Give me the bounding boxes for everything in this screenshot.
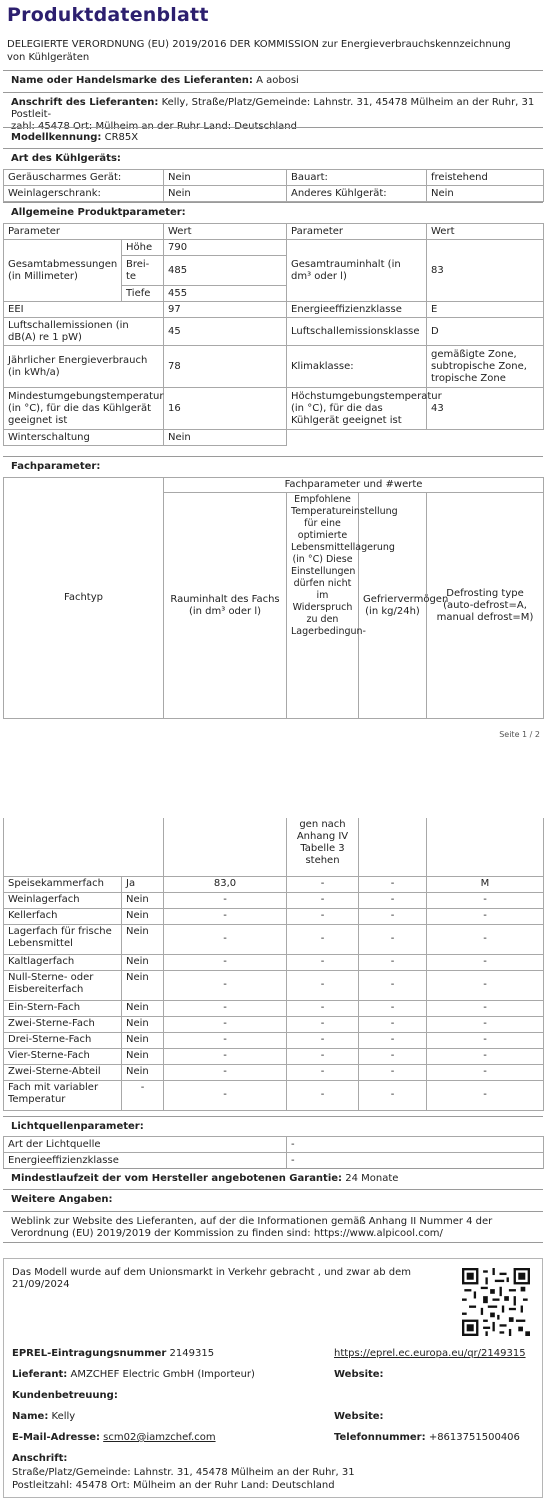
- type-heading-row: [3, 148, 543, 168]
- volume-value: 83: [427, 240, 544, 302]
- type-cell: freistehend: [427, 170, 544, 186]
- compartment-freeze: -: [359, 1000, 427, 1016]
- param-cell: Luftschallemissionen (in dB(A) re 1 pW): [4, 318, 164, 346]
- param-cell: Klimaklasse:: [287, 346, 427, 388]
- compartment-type: Null-Sterne- oder Eisbereiterfach: [4, 970, 122, 1000]
- compartment-row: [4, 1080, 544, 1110]
- compartment-temp: -: [287, 954, 359, 970]
- type-cell: Weinlagerschrank:: [4, 186, 164, 202]
- compartment-temp: -: [287, 924, 359, 954]
- compartment-freeze: -: [359, 1032, 427, 1048]
- address-value-2: zahl: 45478 Ort: Mülheim an der Ruhr Land: Deutschland: [11, 121, 297, 132]
- page-number: Seite 1 / 2: [499, 730, 540, 739]
- compartment-type: Weinlagerfach: [4, 892, 122, 908]
- page-title: Produktdatenblatt: [7, 4, 209, 26]
- compartment-defrost: -: [427, 1016, 544, 1032]
- further-row: [3, 1211, 543, 1243]
- param-cell: Mindestumgebungstemperatur (in °C), für die das Kühlgerät geeignet ist: [4, 388, 164, 430]
- compartment-defrost: -: [427, 1080, 544, 1110]
- col-defrost: Defrosting type (auto-defrost=A, manual defrost=M): [427, 493, 544, 719]
- dims-label: Gesamtabmessungen (in Millimeter): [4, 240, 122, 302]
- param-cell: Höchstumgebungstemperatur (in °C), für die das Kühlgerät geeignet ist: [287, 388, 427, 430]
- compartment-temp: -: [287, 908, 359, 924]
- regulation-intro: DELEGIERTE VERORDNUNG (EU) 2019/2016 DER KOMMISSION zur Energieverbrauchskennzeichnung von Kühlgeräten: [7, 39, 511, 63]
- compartment-type: Speisekammerfach: [4, 876, 122, 892]
- param-cell: Luftschallemissionsklasse: [287, 318, 427, 346]
- email-link[interactable]: scm02@iamzchef.com: [103, 1432, 216, 1443]
- value-cell: 97: [164, 302, 287, 318]
- value-cell: D: [427, 318, 544, 346]
- compartment-type: Vier-Sterne-Fach: [4, 1048, 122, 1064]
- param-cell: Jährlicher Energieverbrauch (in kWh/a): [4, 346, 164, 388]
- supplier-label: Name oder Handelsmarke des Lieferanten:: [11, 75, 253, 86]
- compartment-freeze: -: [359, 924, 427, 954]
- col-value-header: Wert: [427, 224, 544, 240]
- type-cell: Nein: [427, 186, 544, 202]
- compartment-row: [4, 876, 544, 892]
- compartment-row: [4, 892, 544, 908]
- compartment-temp: -: [287, 876, 359, 892]
- further-heading: Weitere Angaben:: [11, 1194, 113, 1205]
- fach-group-header: Fachparameter und #werte: [164, 478, 544, 493]
- type-cell: Anderes Kühlgerät:: [287, 186, 427, 202]
- eprel-label: EPREL-Eintragungsnummer: [12, 1348, 167, 1359]
- supplier-row: [3, 70, 543, 90]
- compartment-present: Nein: [122, 1000, 164, 1016]
- type-table: [3, 169, 544, 202]
- supplier2-row: [8, 1368, 318, 1382]
- phone-row: [330, 1431, 540, 1445]
- type-row: [4, 186, 544, 202]
- compartment-temp: -: [287, 1016, 359, 1032]
- col-temp-cont: gen nach Anhang IV Tabelle 3 stehen: [287, 818, 359, 876]
- col-fachtyp: Fachtyp: [4, 478, 164, 719]
- compartment-row: [4, 1032, 544, 1048]
- fach-table: [3, 818, 544, 1111]
- dim-label: Brei-te: [122, 256, 164, 286]
- light-value: -: [287, 1153, 544, 1169]
- type-row: [4, 170, 544, 186]
- compartment-volume: -: [164, 1048, 287, 1064]
- compartment-row: [4, 970, 544, 1000]
- light-param: Art der Lichtquelle: [4, 1137, 287, 1153]
- warranty-value: 24 Monate: [345, 1173, 399, 1184]
- dim-value: 790: [164, 240, 287, 256]
- supplier2-website-label: Website:: [334, 1369, 384, 1380]
- param-cell: Energieeffizienzklasse: [287, 302, 427, 318]
- further-url[interactable]: https://www.alpicool.com/: [313, 1228, 443, 1239]
- compartment-volume: -: [164, 1016, 287, 1032]
- compartment-defrost: -: [427, 970, 544, 1000]
- address-value-1: Kelly, Straße/Platz/Gemeinde: Lahnstr. 31, 45478 Mülheim an der Ruhr, 31 Postleit-: [11, 97, 535, 120]
- market-text: Das Modell wurde auf dem Unionsmarkt in Verkehr gebracht , und zwar ab dem 21/09/2024: [12, 1267, 412, 1290]
- compartment-present: Nein: [122, 1048, 164, 1064]
- compartment-temp: -: [287, 892, 359, 908]
- model-value: CR85X: [104, 132, 139, 143]
- fach-heading: Fachparameter:: [11, 461, 101, 472]
- compartment-volume: -: [164, 908, 287, 924]
- compartment-temp: -: [287, 1064, 359, 1080]
- value-cell: 78: [164, 346, 287, 388]
- compartment-type: Fach mit variabler Temperatur: [4, 1080, 122, 1110]
- light-heading: Lichtquellenparameter:: [11, 1121, 144, 1132]
- compartment-freeze: -: [359, 1016, 427, 1032]
- further-heading-row: [3, 1189, 543, 1211]
- winter-label: Winterschaltung: [4, 430, 164, 446]
- compartment-row: [4, 1016, 544, 1032]
- compartment-temp: -: [287, 1080, 359, 1110]
- compartment-volume: -: [164, 970, 287, 1000]
- compartment-freeze: -: [359, 1064, 427, 1080]
- compartment-freeze: -: [359, 1048, 427, 1064]
- general-heading: Allgemeine Produktparameter:: [11, 207, 186, 218]
- phone-value: +8613751500406: [428, 1432, 520, 1443]
- compartment-temp: -: [287, 1032, 359, 1048]
- dim-label: Höhe: [122, 240, 164, 256]
- compartment-freeze: -: [359, 908, 427, 924]
- compartment-volume: -: [164, 1032, 287, 1048]
- compartment-present: Nein: [122, 1032, 164, 1048]
- compartment-temp: -: [287, 970, 359, 1000]
- compartment-present: -: [122, 1080, 164, 1110]
- value-cell: gemäßigte Zone, subtropische Zone, tropische Zone: [427, 346, 544, 388]
- type-cell: Nein: [164, 186, 287, 202]
- compartment-volume: -: [164, 892, 287, 908]
- col-freeze: Gefriervermögen (in kg/24h): [359, 493, 427, 719]
- compartment-defrost: -: [427, 1048, 544, 1064]
- dim-value: 455: [164, 286, 287, 302]
- compartment-present: Nein: [122, 954, 164, 970]
- compartment-volume: -: [164, 924, 287, 954]
- dim-value: 485: [164, 256, 287, 286]
- eprel-link[interactable]: https://eprel.ec.europa.eu/qr/2149315: [334, 1348, 526, 1359]
- compartment-row: [4, 1000, 544, 1016]
- compartment-freeze: -: [359, 970, 427, 1000]
- compartment-type: Zwei-Sterne-Abteil: [4, 1064, 122, 1080]
- fach-header-table: [3, 477, 544, 719]
- supplier-value: A aobosi: [256, 75, 299, 86]
- compartment-present: Ja: [122, 876, 164, 892]
- address2-label: Anschrift:: [12, 1453, 68, 1464]
- warranty-row: [3, 1168, 543, 1188]
- compartment-defrost: -: [427, 1000, 544, 1016]
- fach-heading-row: [3, 456, 543, 476]
- col-volume: Rauminhalt des Fachs (in dm³ oder l): [164, 493, 287, 719]
- compartment-type: Kellerfach: [4, 908, 122, 924]
- compartment-defrost: -: [427, 924, 544, 954]
- compartment-type: Zwei-Sterne-Fach: [4, 1016, 122, 1032]
- compartment-row: [4, 1048, 544, 1064]
- general-heading-row: [3, 202, 543, 222]
- compartment-defrost: M: [427, 876, 544, 892]
- compartment-type: Ein-Stern-Fach: [4, 1000, 122, 1016]
- supplier2-label: Lieferant:: [12, 1369, 68, 1380]
- compartment-defrost: -: [427, 908, 544, 924]
- compartment-temp: -: [287, 1000, 359, 1016]
- compartment-present: Nein: [122, 1016, 164, 1032]
- address-label: Anschrift des Lieferanten:: [11, 97, 159, 108]
- compartment-present: Nein: [122, 924, 164, 954]
- compartment-volume: -: [164, 954, 287, 970]
- light-heading-row: [3, 1116, 543, 1136]
- dim-label: Tiefe: [122, 286, 164, 302]
- supplier2-value: AMZCHEF Electric GmbH (Importeur): [70, 1369, 255, 1380]
- compartment-defrost: -: [427, 954, 544, 970]
- compartment-volume: -: [164, 1080, 287, 1110]
- value-cell: 43: [427, 388, 544, 430]
- model-row: [3, 127, 543, 147]
- address2-line1: Straße/Platz/Gemeinde: Lahnstr. 31, 45478 Mülheim an der Ruhr, 31: [12, 1467, 355, 1478]
- warranty-label: Mindestlaufzeit der vom Hersteller angebotenen Garantie:: [11, 1173, 343, 1184]
- param-cell: EEI: [4, 302, 164, 318]
- compartment-defrost: -: [427, 1064, 544, 1080]
- eprel-value: 2149315: [169, 1348, 215, 1359]
- eprel-row: [8, 1347, 308, 1361]
- compartment-volume: 83,0: [164, 876, 287, 892]
- col-temp: Empfohlene Temperatureinstellung für eine optimierte Lebensmittellagerung (in °C) Diese Einstellungen dürfen nicht im Widerspruch zu den Lagerbedingun-: [287, 493, 359, 719]
- compartment-type: Drei-Sterne-Fach: [4, 1032, 122, 1048]
- compartment-freeze: -: [359, 876, 427, 892]
- compartment-present: Nein: [122, 1064, 164, 1080]
- address-row: [3, 92, 543, 132]
- name-website-label: Website:: [334, 1411, 384, 1422]
- value-cell: 16: [164, 388, 287, 430]
- email-label: E-Mail-Adresse:: [12, 1432, 100, 1443]
- compartment-type: Lagerfach für frische Lebensmittel: [4, 924, 122, 954]
- type-cell: Geräuscharmes Gerät:: [4, 170, 164, 186]
- light-param: Energieeffizienzklasse: [4, 1153, 287, 1169]
- service-label: Kundenbetreuung:: [12, 1390, 118, 1401]
- email-row: [8, 1431, 318, 1445]
- value-cell: 45: [164, 318, 287, 346]
- col-param-header: Parameter: [4, 224, 164, 240]
- volume-label: Gesamtrauminhalt (in dm³ oder l): [287, 240, 427, 302]
- value-cell: E: [427, 302, 544, 318]
- winter-value: Nein: [164, 430, 287, 446]
- light-table: [3, 1136, 544, 1169]
- compartment-temp: -: [287, 1048, 359, 1064]
- compartment-volume: -: [164, 1000, 287, 1016]
- compartment-type: Kaltlagerfach: [4, 954, 122, 970]
- compartment-present: Nein: [122, 908, 164, 924]
- type-cell: Bauart:: [287, 170, 427, 186]
- name-row: [8, 1410, 308, 1424]
- qr-code-icon[interactable]: [462, 1268, 530, 1336]
- compartment-freeze: -: [359, 1080, 427, 1110]
- compartment-freeze: -: [359, 892, 427, 908]
- compartment-row: [4, 924, 544, 954]
- light-value: -: [287, 1137, 544, 1153]
- type-cell: Nein: [164, 170, 287, 186]
- compartment-volume: -: [164, 1064, 287, 1080]
- phone-label: Telefonnummer:: [334, 1432, 426, 1443]
- compartment-present: Nein: [122, 970, 164, 1000]
- compartment-freeze: -: [359, 954, 427, 970]
- col-value-header: Wert: [164, 224, 287, 240]
- col-param-header: Parameter: [287, 224, 427, 240]
- general-table: [3, 223, 544, 446]
- compartment-defrost: -: [427, 892, 544, 908]
- model-label: Modellkennung:: [11, 132, 102, 143]
- eprel-link-wrap: [330, 1347, 540, 1361]
- compartment-row: [4, 908, 544, 924]
- compartment-defrost: -: [427, 1032, 544, 1048]
- compartment-row: [4, 1064, 544, 1080]
- name-value: Kelly: [51, 1411, 76, 1422]
- compartment-row: [4, 954, 544, 970]
- address2-line2: Postleitzahl: 45478 Ort: Mülheim an der Ruhr Land: Deutschland: [12, 1480, 335, 1491]
- type-heading: Art des Kühlgeräts:: [11, 153, 121, 164]
- compartment-present: Nein: [122, 892, 164, 908]
- name-label: Name:: [12, 1411, 49, 1422]
- further-text: Weblink zur Website des Lieferanten, auf der die Informationen gemäß Anhang II Nummer 4 der Verordnung (EU) 2019/2019 der Kommission zu finden sind:: [11, 1216, 493, 1239]
